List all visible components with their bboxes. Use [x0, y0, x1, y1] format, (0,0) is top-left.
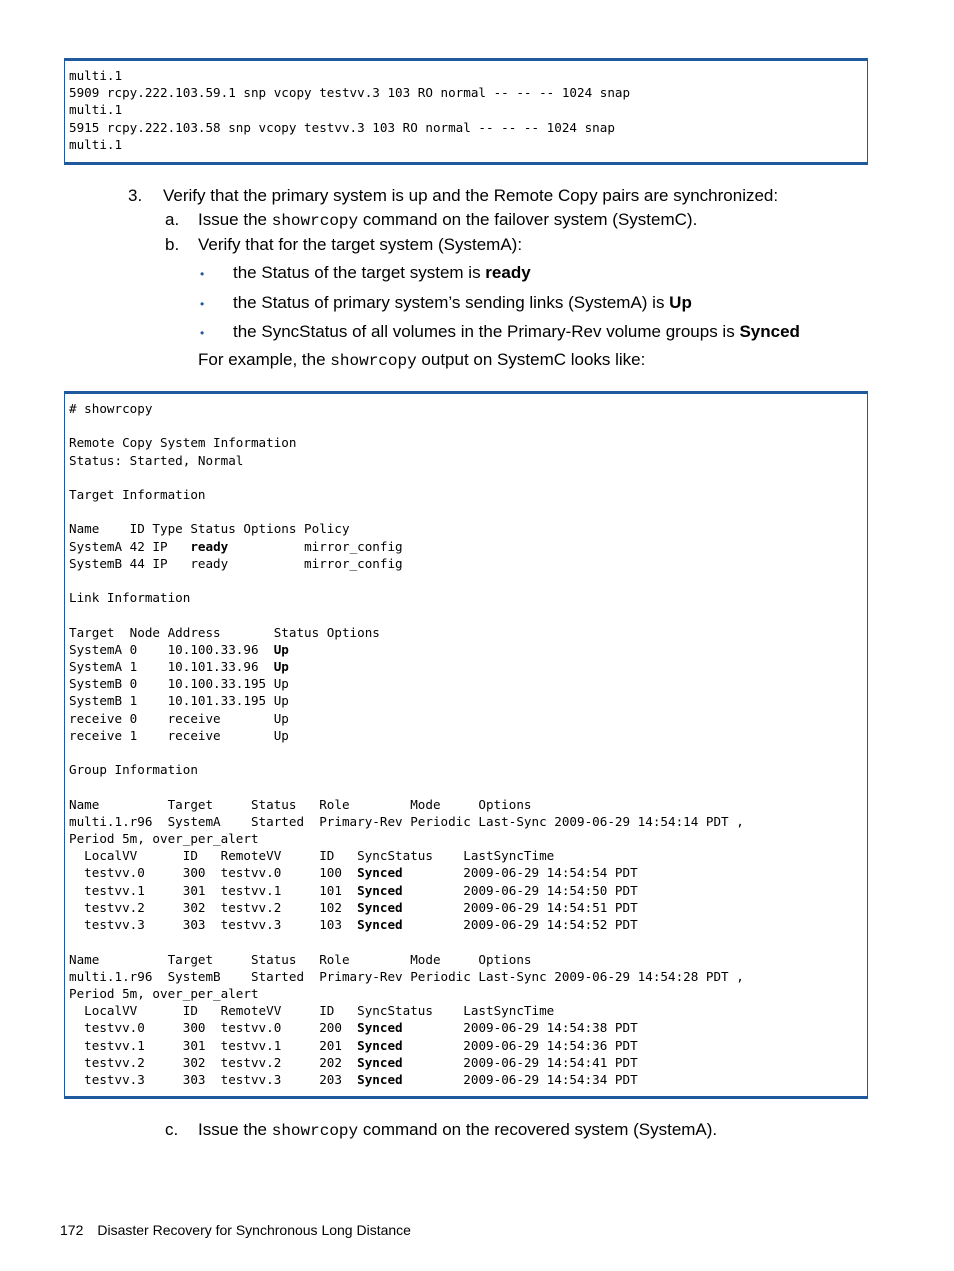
substep-label: c. [165, 1120, 179, 1139]
bold-term: Synced [739, 322, 800, 341]
code-line: LocalVV ID RemoteVV ID SyncStatus LastSyncTime [69, 1003, 555, 1019]
bold-status: Synced [357, 1037, 403, 1053]
code-line: SystemB 1 10.101.33.195 Up [69, 693, 289, 709]
text-fragment: the Status of the target system is [233, 263, 486, 282]
code-line: Name Target Status Role Mode Options [69, 796, 532, 812]
bold-status: Up [273, 659, 289, 675]
code-line: multi.1 [69, 136, 123, 152]
substep-b [165, 235, 523, 255]
bullet-dot: • [200, 297, 205, 311]
bold-status: Synced [357, 917, 403, 933]
substep-text [198, 210, 697, 231]
code-line: testvv.0 300 testvv.0 100 Synced 2009-06-29 14:54:54 PDT [69, 865, 638, 881]
bullet-dot: • [200, 267, 205, 281]
code-line: Period 5m, over_per_alert [69, 831, 259, 847]
code-line: receive 1 receive Up [69, 727, 289, 743]
code-line: SystemA 42 IP ready mirror_config [69, 538, 403, 554]
code-line: testvv.2 302 testvv.2 202 Synced 2009-06-29 14:54:41 PDT [69, 1054, 638, 1070]
text-fragment: command on the recovered system (SystemA). [358, 1120, 718, 1139]
code-line: Link Information [69, 590, 191, 606]
step-number: 3. [128, 186, 143, 205]
step-text: Verify that the primary system is up and the Remote Copy pairs are synchronized: [163, 186, 779, 205]
code-line: testvv.0 300 testvv.0 200 Synced 2009-06-29 14:54:38 PDT [69, 1020, 638, 1036]
text-fragment: Issue the [198, 1120, 272, 1139]
step-3 [128, 186, 779, 206]
code-line: testvv.1 301 testvv.1 201 Synced 2009-06-29 14:54:36 PDT [69, 1037, 638, 1053]
code-line [69, 417, 867, 434]
code-line [69, 469, 867, 486]
substep-text: Verify that for the target system (SystemA): [198, 235, 523, 254]
code-line: 5915 rcpy.222.103.58 snp vcopy testvv.3 103 RO normal -- -- -- 1024 snap [69, 119, 615, 135]
code-line [69, 503, 867, 520]
bullet-dot: • [200, 326, 205, 340]
example-intro [198, 350, 645, 371]
inline-command: showrcopy [271, 212, 359, 230]
code-line: 5909 rcpy.222.103.59.1 snp vcopy testvv.3 103 RO normal -- -- -- 1024 snap [69, 85, 631, 101]
code-line: Name Target Status Role Mode Options [69, 951, 532, 967]
code-line: Period 5m, over_per_alert [69, 985, 259, 1001]
inline-command: showrcopy [271, 1122, 359, 1140]
code-line: SystemB 44 IP ready mirror_config [69, 555, 403, 571]
bullet-text [233, 322, 800, 342]
code-line [69, 572, 867, 589]
text-fragment: For example, the [198, 350, 331, 369]
bold-status: Synced [357, 882, 403, 898]
code-line: multi.1 [69, 102, 123, 118]
code-line: Name ID Type Status Options Policy [69, 521, 350, 537]
code-line: SystemA 1 10.101.33.96 Up [69, 659, 289, 675]
code-line [69, 933, 867, 950]
code-text [65, 394, 867, 1088]
code-line: testvv.3 303 testvv.3 103 Synced 2009-06-29 14:54:52 PDT [69, 917, 638, 933]
code-line: multi.1.r96 SystemB Started Primary-Rev Periodic Last-Sync 2009-06-29 14:54:28 PDT , [69, 968, 744, 984]
page-number: 172 [60, 1222, 84, 1238]
bold-status: Up [273, 641, 289, 657]
code-line: receive 0 receive Up [69, 710, 289, 726]
code-line: testvv.3 303 testvv.3 203 Synced 2009-06-29 14:54:34 PDT [69, 1071, 638, 1087]
bold-status: ready [190, 538, 229, 554]
chapter-title: Disaster Recovery for Synchronous Long Distance [97, 1222, 411, 1238]
code-line: testvv.2 302 testvv.2 102 Synced 2009-06-29 14:54:51 PDT [69, 899, 638, 915]
bullet-text [233, 293, 692, 313]
code-line [69, 606, 867, 623]
code-block-snapshot-list [64, 58, 868, 165]
code-line: multi.1 [69, 68, 123, 83]
substep-text [198, 1120, 717, 1141]
text-fragment: the Status of primary system’s sending links (SystemA) is [233, 293, 670, 312]
code-line: Remote Copy System Information [69, 435, 297, 451]
bold-term: Up [669, 293, 692, 312]
code-line: LocalVV ID RemoteVV ID SyncStatus LastSyncTime [69, 848, 555, 864]
code-line: Status: Started, Normal [69, 452, 244, 468]
bold-status: Synced [357, 1020, 403, 1036]
page-footer [60, 1222, 411, 1238]
substep-label: b. [165, 235, 180, 254]
substep-c [165, 1120, 718, 1140]
code-line: # showrcopy [69, 401, 153, 416]
code-line: multi.1.r96 SystemA Started Primary-Rev Periodic Last-Sync 2009-06-29 14:54:14 PDT , [69, 813, 744, 829]
text-fragment: output on SystemC looks like: [416, 350, 646, 369]
code-block-showrcopy-output [64, 391, 868, 1099]
code-line: Group Information [69, 762, 198, 778]
code-text [65, 61, 867, 153]
text-fragment: the SyncStatus of all volumes in the Primary-Rev volume groups is [233, 322, 740, 341]
code-line: Target Information [69, 487, 206, 503]
bold-term: ready [485, 263, 531, 282]
text-fragment: Issue the [198, 210, 272, 229]
bold-status: Synced [357, 1054, 403, 1070]
bold-status: Synced [357, 899, 403, 915]
code-line: testvv.1 301 testvv.1 101 Synced 2009-06-29 14:54:50 PDT [69, 882, 638, 898]
code-line: SystemB 0 10.100.33.195 Up [69, 676, 289, 692]
inline-command: showrcopy [330, 352, 417, 370]
substep-label: a. [165, 210, 180, 229]
code-line [69, 744, 867, 761]
code-line: SystemA 0 10.100.33.96 Up [69, 641, 289, 657]
code-line [69, 778, 867, 795]
bold-status: Synced [357, 865, 403, 881]
bullet-text [233, 263, 531, 283]
substep-a [165, 210, 698, 230]
code-line: Target Node Address Status Options [69, 624, 380, 640]
text-fragment: command on the failover system (SystemC). [358, 210, 698, 229]
bold-status: Synced [357, 1071, 403, 1087]
